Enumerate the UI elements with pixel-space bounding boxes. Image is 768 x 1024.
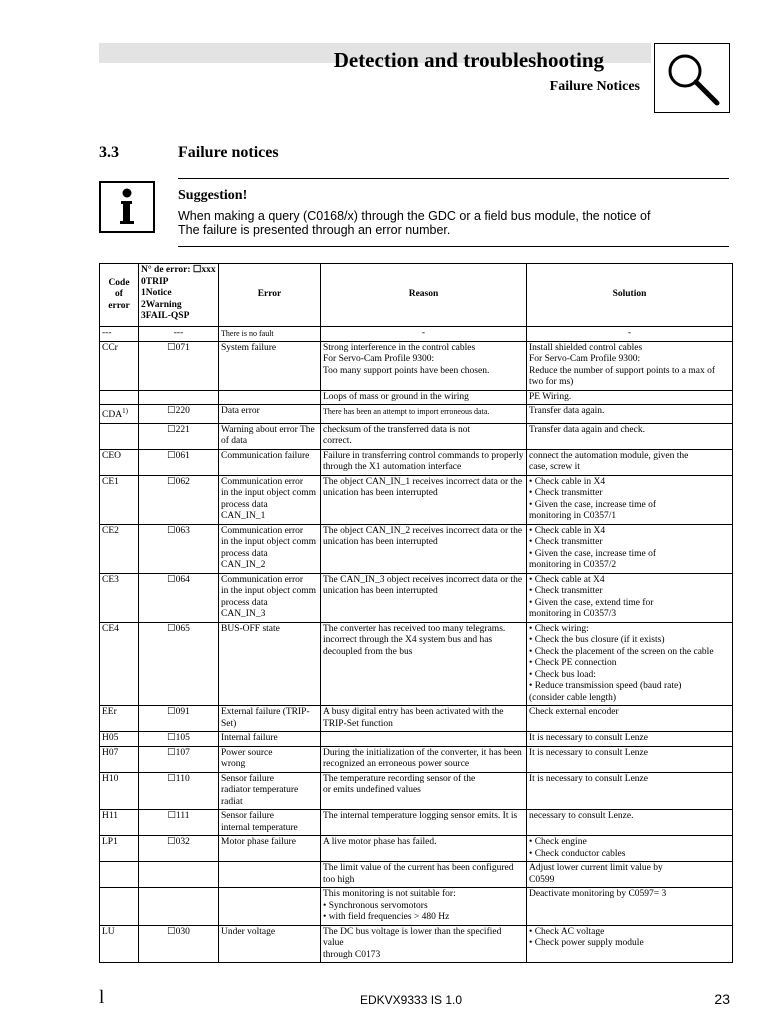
- solution-cell-text: connect the automation module, given the case, screw it: [529, 450, 689, 473]
- error-number-cell: [139, 327, 219, 342]
- error-number-cell-text: ---: [173, 328, 184, 338]
- error-cell: [219, 706, 321, 732]
- table-row: [100, 706, 733, 732]
- code-cell-text: EEr: [102, 707, 117, 718]
- solution-cell-text: Deactivate monitoring by C0597= 3: [529, 889, 667, 900]
- solution-cell-text: • Check wiring: • Check the bus closure (if it exists) • Check the placement of the screen on the cable • Check PE connection • Check bus load: • Reduce transmission speed (baud rate) (consider cable length): [529, 623, 714, 703]
- solution-cell-text: It is necessary to consult Lenze: [529, 733, 648, 744]
- error-cell-text: Under voltage: [221, 926, 276, 937]
- code-cell: [100, 449, 139, 475]
- reason-cell-text: Loops of mass or ground in the wiring: [323, 391, 469, 402]
- reason-cell-text: The converter has received too many telegrams. incorrect through the X4 system bus and has decoupled from the bus: [323, 623, 506, 657]
- code-cell-text: CEO: [102, 450, 121, 461]
- table-row: [100, 772, 733, 810]
- reason-cell: [321, 862, 527, 888]
- reason-cell: [321, 925, 527, 963]
- error-cell-text: System failure: [221, 342, 277, 353]
- solution-cell-text: • Check cable in X4 • Check transmitter • Given the case, increase time of monitoring in C0357/1: [529, 476, 657, 522]
- error-number-cell-text: ☐064: [167, 574, 190, 585]
- solution-cell: [527, 622, 733, 706]
- error-number-cell-text: ☐110: [167, 773, 190, 784]
- page-subtitle: Failure Notices: [549, 79, 640, 94]
- reason-cell-text: The temperature recording sensor of the or emits undefined values: [323, 773, 476, 796]
- code-cell: [100, 622, 139, 706]
- error-number-cell-text: ☐030: [167, 926, 190, 937]
- reason-cell-text: checksum of the transferred data is not correct.: [323, 424, 471, 447]
- reason-cell: [321, 341, 527, 390]
- reason-cell-text: There has been an attempt to import erroneous data.: [323, 407, 490, 416]
- reason-cell: [321, 390, 527, 405]
- code-cell-text: CE4: [102, 623, 119, 634]
- reason-cell-text: Strong interference in the control cables For Servo-Cam Profile 9300: Too many support points have been chosen.: [323, 342, 490, 376]
- reason-cell-text: The internal temperature logging sensor emits. It is: [323, 811, 518, 822]
- code-cell-text: H07: [102, 747, 119, 758]
- error-cell-text: Communication error in the input object comm process data CAN_IN_2: [221, 525, 316, 571]
- reason-cell: [321, 772, 527, 810]
- code-cell-text: CDA: [102, 410, 123, 421]
- solution-cell-text: • Check AC voltage • Check power supply module: [529, 926, 644, 949]
- reason-cell: [321, 327, 527, 342]
- solution-cell-text: necessary to consult Lenze.: [529, 811, 634, 822]
- reason-cell-text: The object CAN_IN_2 receives incorrect data or the unication has been interrupted: [323, 525, 523, 548]
- reason-cell-text: -: [421, 328, 426, 338]
- error-number-cell-text: ☐220: [167, 406, 190, 416]
- solution-cell: [527, 732, 733, 747]
- suggestion-line: When making a query (C0168/x) through the GDC or a field bus module, the notice of: [178, 209, 651, 223]
- error-number-cell: [139, 405, 219, 424]
- code-cell: [100, 390, 139, 405]
- reason-cell: [321, 573, 527, 622]
- code-cell: [100, 524, 139, 573]
- error-cell-text: Power source wrong: [221, 747, 273, 770]
- solution-cell: [527, 772, 733, 810]
- error-cell: [219, 836, 321, 862]
- error-cell: [219, 405, 321, 424]
- reason-cell-text: The DC bus voltage is lower than the specified value through C0173: [323, 926, 502, 960]
- table-row: [100, 390, 733, 405]
- error-cell-text: Motor phase failure: [221, 837, 296, 848]
- error-cell-text: BUS-OFF state: [221, 623, 280, 634]
- error-cell: [219, 862, 321, 888]
- solution-cell: [527, 327, 733, 342]
- solution-cell: [527, 706, 733, 732]
- solution-cell: [527, 573, 733, 622]
- code-cell: [100, 836, 139, 862]
- reason-cell-text: A live motor phase has failed.: [323, 837, 437, 848]
- solution-cell-text: It is necessary to consult Lenze: [529, 747, 648, 758]
- reason-cell: [321, 746, 527, 772]
- solution-cell-text: Transfer data again.: [529, 406, 605, 416]
- code-cell: [100, 810, 139, 836]
- code-cell-text: CE1: [102, 476, 119, 487]
- code-cell-text: H11: [102, 811, 119, 822]
- error-number-cell: [139, 836, 219, 862]
- error-number-cell-text: ☐063: [167, 525, 190, 536]
- error-number-cell: [139, 390, 219, 405]
- header-solution: Solution: [527, 264, 733, 327]
- table-row: [100, 573, 733, 622]
- section-number: 3.3: [99, 144, 119, 161]
- error-number-cell: [139, 862, 219, 888]
- error-number-cell: [139, 341, 219, 390]
- error-number-cell: [139, 732, 219, 747]
- error-cell: [219, 925, 321, 963]
- table-row: [100, 925, 733, 963]
- error-cell-text: Data error: [221, 406, 260, 416]
- solution-cell: [527, 746, 733, 772]
- error-cell: [219, 746, 321, 772]
- table-row: [100, 449, 733, 475]
- solution-cell: [527, 862, 733, 888]
- divider: [178, 178, 729, 179]
- solution-cell: [527, 810, 733, 836]
- error-cell: [219, 888, 321, 926]
- reason-cell: [321, 622, 527, 706]
- header-error-number: N° de error: ☐xxx 0TRIP 1Notice 2Warning 3FAIL-QSP: [139, 264, 219, 327]
- error-number-cell: [139, 423, 219, 449]
- table-row: [100, 423, 733, 449]
- page-number: 23: [714, 991, 730, 1007]
- code-cell: [100, 327, 139, 342]
- reason-cell: [321, 405, 527, 424]
- error-cell: [219, 390, 321, 405]
- error-cell: [219, 449, 321, 475]
- solution-cell-text: PE Wiring.: [529, 391, 572, 402]
- reason-cell-text: A busy digital entry has been activated with the TRIP-Set function: [323, 707, 504, 729]
- reason-cell-text: The object CAN_IN_1 receives incorrect data or the unication has been interrupted: [323, 476, 523, 499]
- error-cell: [219, 772, 321, 810]
- code-cell: [100, 746, 139, 772]
- code-cell-text: H05: [102, 733, 119, 744]
- error-cell-text: Sensor failure internal temperature: [221, 811, 298, 833]
- reason-cell: [321, 836, 527, 862]
- solution-cell-text: Adjust lower current limit value by C0599: [529, 863, 663, 885]
- error-cell-text: Communication error in the input object comm process data CAN_IN_1: [221, 476, 316, 522]
- section-title: Failure notices: [178, 144, 279, 161]
- error-cell: [219, 732, 321, 747]
- error-number-cell-text: ☐062: [167, 476, 190, 487]
- error-cell-text: There is no fault: [221, 329, 274, 338]
- error-cell-text: Communication failure: [221, 450, 310, 461]
- solution-cell: [527, 341, 733, 390]
- code-cell: [100, 573, 139, 622]
- page-title: Detection and troubleshooting: [333, 48, 604, 72]
- suggestion-line: The failure is presented through an error number.: [178, 223, 451, 237]
- error-cell-text: External failure (TRIP-Set): [221, 707, 310, 729]
- error-cell: [219, 341, 321, 390]
- solution-cell-text: Check external encoder: [529, 707, 619, 718]
- document-code: EDKVX9333 IS 1.0: [360, 993, 463, 1007]
- code-cell: [100, 862, 139, 888]
- table-row: [100, 405, 733, 424]
- solution-cell: [527, 888, 733, 926]
- error-number-cell: [139, 706, 219, 732]
- table-row: [100, 524, 733, 573]
- failure-notices-table: [99, 263, 733, 963]
- solution-cell-text: -: [627, 328, 632, 338]
- table-row: [100, 862, 733, 888]
- solution-cell: [527, 405, 733, 424]
- table-row: [100, 746, 733, 772]
- table-row: [100, 622, 733, 706]
- reason-cell: [321, 732, 527, 747]
- code-cell-text: LP1: [102, 837, 118, 848]
- divider: [178, 246, 729, 247]
- reason-cell-text: During the initialization of the converter, it has been recognized an erroneous power source: [323, 747, 522, 770]
- code-cell: [100, 341, 139, 390]
- reason-cell: [321, 475, 527, 524]
- error-number-cell-text: ☐061: [167, 450, 190, 461]
- info-icon: [99, 181, 155, 233]
- footer-mark: l: [99, 987, 105, 1008]
- solution-cell-text: It is necessary to consult Lenze: [529, 773, 648, 784]
- error-number-cell-text: ☐105: [167, 733, 190, 744]
- error-number-cell-text: ☐111: [167, 811, 190, 822]
- header-code: Code of error: [100, 264, 139, 327]
- solution-cell-text: Install shielded control cables For Servo-Cam Profile 9300: Reduce the number of support points to a max of two for ms): [529, 342, 716, 387]
- code-cell-text: CE3: [102, 574, 119, 585]
- table-row: [100, 888, 733, 926]
- error-number-cell-text: ☐065: [167, 623, 190, 634]
- suggestion-title: Suggestion!: [178, 188, 248, 203]
- solution-cell: [527, 836, 733, 862]
- error-cell: [219, 327, 321, 342]
- code-cell-text: ---: [102, 328, 112, 338]
- error-cell-text: Communication error in the input object comm process data CAN_IN_3: [221, 574, 316, 620]
- footnote-mark: 1): [122, 407, 128, 415]
- table-row: [100, 341, 733, 390]
- code-cell-text: CCr: [102, 342, 118, 353]
- error-number-cell-text: ☐091: [167, 707, 190, 718]
- error-cell: [219, 573, 321, 622]
- reason-cell: [321, 423, 527, 449]
- solution-cell-text: • Check cable in X4 • Check transmitter • Given the case, increase time of monitoring in C0357/2: [529, 525, 657, 571]
- suggestion-text: [178, 209, 718, 237]
- table-row: [100, 836, 733, 862]
- error-number-cell: [139, 772, 219, 810]
- reason-cell-text: Failure in transferring control commands to properly through the X1 automation interface: [323, 450, 524, 473]
- solution-cell: [527, 925, 733, 963]
- reason-cell: [321, 888, 527, 926]
- solution-cell-text: • Check cable at X4 • Check transmitter • Given the case, extend time for monitoring in C0357/3: [529, 574, 654, 620]
- error-cell: [219, 475, 321, 524]
- reason-cell: [321, 810, 527, 836]
- error-number-cell-text: ☐221: [167, 424, 190, 435]
- code-cell: [100, 706, 139, 732]
- magnifier-icon: [654, 43, 730, 113]
- solution-cell-text: • Check engine • Check conductor cables: [529, 837, 626, 859]
- code-cell: [100, 888, 139, 926]
- header-error: Error: [219, 264, 321, 327]
- error-cell: [219, 423, 321, 449]
- solution-cell: [527, 449, 733, 475]
- error-number-cell-text: ☐107: [167, 747, 190, 758]
- code-cell: [100, 732, 139, 747]
- error-number-cell: [139, 925, 219, 963]
- code-cell: [100, 423, 139, 449]
- solution-cell: [527, 524, 733, 573]
- solution-cell: [527, 423, 733, 449]
- error-number-cell: [139, 524, 219, 573]
- solution-cell: [527, 475, 733, 524]
- error-cell-text: Warning about error The of data: [221, 424, 315, 447]
- error-cell: [219, 810, 321, 836]
- error-cell-text: Internal failure: [221, 733, 278, 744]
- solution-cell-text: Transfer data again and check.: [529, 424, 645, 435]
- code-cell: [100, 475, 139, 524]
- code-cell: [100, 925, 139, 963]
- header-reason: Reason: [321, 264, 527, 327]
- code-cell-text: H10: [102, 773, 119, 784]
- table-row: [100, 475, 733, 524]
- table-row: [100, 732, 733, 747]
- reason-cell: [321, 706, 527, 732]
- reason-cell-text: The limit value of the current has been configured too high: [323, 863, 514, 885]
- table-row: [100, 327, 733, 342]
- error-number-cell-text: ☐071: [167, 342, 190, 353]
- code-cell-text: LU: [102, 926, 115, 937]
- error-cell: [219, 622, 321, 706]
- reason-cell: [321, 524, 527, 573]
- error-number-cell: [139, 573, 219, 622]
- error-number-cell: [139, 622, 219, 706]
- reason-cell: [321, 449, 527, 475]
- error-cell-text: Sensor failure radiator temperature radiat: [221, 773, 299, 807]
- code-cell: [100, 405, 139, 424]
- reason-cell-text: This monitoring is not suitable for: • Synchronous servomotors • with field frequencies > 480 Hz: [323, 889, 456, 923]
- table-row: [100, 810, 733, 836]
- error-number-cell: [139, 810, 219, 836]
- error-number-cell: [139, 888, 219, 926]
- error-number-cell: [139, 449, 219, 475]
- error-number-cell: [139, 746, 219, 772]
- code-cell-text: CE2: [102, 525, 119, 536]
- error-cell: [219, 524, 321, 573]
- code-cell: [100, 772, 139, 810]
- solution-cell: [527, 390, 733, 405]
- reason-cell-text: The CAN_IN_3 object receives incorrect data or the unication has been interrupted: [323, 574, 523, 597]
- error-number-cell: [139, 475, 219, 524]
- error-number-cell-text: ☐032: [167, 837, 190, 848]
